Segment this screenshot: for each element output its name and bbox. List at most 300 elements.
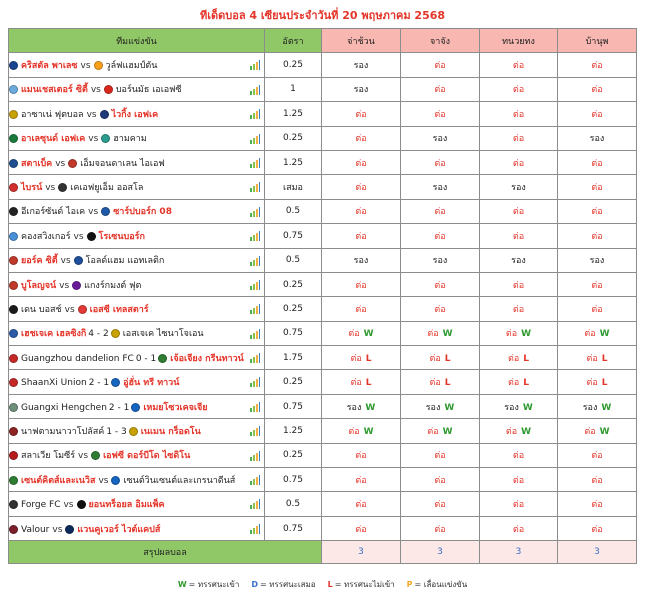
odds-cell: 0.75 [265,394,322,418]
tip-pick: ต่อ [591,231,603,242]
table-row [9,150,637,174]
match-score: 2 - 1 [108,402,130,413]
odds-cell: 1.25 [265,419,322,443]
tip-pick: ต่อ [591,280,603,291]
away-team-logo-icon [131,403,140,412]
stats-chart-icon[interactable] [250,377,260,387]
tip-cell [558,248,637,272]
tip-cell [322,53,401,77]
table-row [9,443,637,467]
tip-result-badge: W [365,402,376,413]
tip-cell [558,468,637,492]
table-row [9,102,637,126]
tip-pick: ต่อ [355,207,367,218]
tip-pick: ต่อ [350,353,362,364]
home-team-logo-icon [9,451,18,460]
tip-cell [558,370,637,394]
tip-result-badge: W [442,426,453,437]
page-title: ทีเด็ดบอล 4 เซียนประจำวันที่ 20 พฤษภาคม 2568 [199,9,446,22]
tip-cell [322,443,401,467]
summary-value-4: 3 [558,541,637,564]
home-team-name[interactable]: เซนต์คิตส์และเนวิส [21,475,96,486]
tip-cell [401,150,480,174]
stats-chart-icon[interactable] [250,475,260,485]
tip-pick: ต่อ [512,207,525,218]
tip-cell [480,443,558,467]
tip-cell [322,419,401,443]
away-team-name[interactable]: วูล์ฟแฮมป์ตัน [105,61,158,72]
home-team-name[interactable]: อาซาเน่ ฟุตบอล [21,109,84,120]
away-team-name[interactable]: เอสซี เทลสตาร์ [89,304,149,315]
legend-item [178,580,239,589]
tip-pick: ต่อ [355,158,367,169]
tip-pick: รอง [432,183,448,194]
stats-chart-icon[interactable] [250,524,260,534]
away-team-name[interactable]: เอฟซี ดอร์บีโด ไซดิโน [103,451,191,462]
tip-pick: ต่อ [350,378,362,389]
tip-pick: ต่อ [434,280,446,291]
home-team-name[interactable]: อาเลซุนด์ เอฟเค [21,134,86,145]
tip-cell [401,199,480,223]
tip-cell [480,419,558,443]
away-team-name[interactable]: โรเซนบอร์ก [98,231,145,242]
table-row [9,346,637,370]
legend-code: D [251,580,258,589]
tip-result-badge: W [363,426,374,437]
header-match: ทีมแข่งขัน [9,29,265,53]
tip-pick: รอง [353,61,369,72]
legend-item [407,580,468,589]
home-team-name[interactable]: เดน บอสช์ [21,304,62,315]
home-team-name[interactable]: ยอร์ค ซิตี้ [21,256,58,267]
odds-cell: 0.5 [265,199,322,223]
home-team-logo-icon [9,134,18,143]
match-score: 4 - 2 [88,329,109,340]
away-team-name[interactable]: บอร์นมัธ เอเอฟซี [115,85,182,96]
tip-cell [480,321,558,345]
home-team-logo-icon [9,110,18,119]
tip-result-badge: W [444,402,455,413]
vs-label: vs [60,256,71,267]
stats-chart-icon[interactable] [250,231,260,241]
tip-pick: ต่อ [512,451,525,462]
stats-chart-icon[interactable] [250,426,260,436]
table-row [9,492,637,516]
table-row [9,175,637,199]
vs-label: vs [55,158,66,169]
home-team-name[interactable]: บูโลญจน์ [21,280,57,291]
tip-pick: ต่อ [591,500,603,511]
tip-pick: ต่อ [591,109,603,120]
odds-cell: 0.25 [265,297,322,321]
stats-chart-icon[interactable] [250,60,260,70]
table-row [9,297,637,321]
match-cell [9,394,265,418]
home-team-logo-icon [9,159,18,168]
tip-pick: ต่อ [434,524,446,535]
match-cell [9,248,265,272]
odds-cell: 0.75 [265,468,322,492]
match-cell [9,175,265,199]
table-row [9,199,637,223]
tip-pick: ต่อ [591,183,603,194]
vs-label: vs [88,207,99,218]
tip-cell [558,321,637,345]
tip-cell [322,468,401,492]
tip-cell [558,443,637,467]
tip-cell [480,297,558,321]
tip-cell [401,77,480,101]
tip-pick: ต่อ [355,280,367,291]
away-team-name[interactable]: โอลด์แฮม แอทเลติก [85,256,165,267]
tip-pick: ต่อ [508,378,520,389]
home-team-name[interactable]: อีเกอร์ซันด์ ไอเค [21,207,86,218]
home-team-name[interactable]: สตาเบ็ค [21,158,53,169]
tip-pick: ต่อ [591,207,603,218]
tip-pick: ต่อ [505,426,518,437]
tip-cell [322,77,401,101]
home-team-logo-icon [9,207,18,216]
tip-cell [480,394,558,418]
tip-cell [558,53,637,77]
vs-label: vs [86,109,97,120]
odds-cell: 0.75 [265,516,322,540]
tip-pick: ต่อ [584,426,596,437]
away-team-logo-icon [78,305,87,314]
tip-pick: ต่อ [355,183,367,194]
tip-cell [401,297,480,321]
header-row [9,29,637,53]
away-team-name[interactable]: แกงร์กมงต์ ฟุต [84,280,142,291]
stats-chart-icon[interactable] [250,329,260,339]
tip-pick: ต่อ [355,451,367,462]
odds-cell: 0.25 [265,53,322,77]
tip-cell [558,492,637,516]
tip-result-badge: L [365,353,372,364]
tip-cell [322,102,401,126]
tip-pick: ต่อ [586,378,598,389]
home-team-name[interactable]: แมนเชสเตอร์ ซิตี้ [21,85,88,96]
away-team-name[interactable]: ไวกิ้ง เอฟเค [111,109,159,120]
tip-cell [480,272,558,296]
tip-cell [558,224,637,248]
header-tipster-1: จ่าช้วน [322,29,401,53]
away-team-logo-icon [91,451,100,460]
stats-chart-icon[interactable] [250,402,260,412]
tip-cell [322,492,401,516]
tip-pick: รอง [353,256,369,267]
table-row [9,126,637,150]
tip-result-badge: L [523,378,529,389]
stats-chart-icon[interactable] [250,256,260,266]
tip-pick: ต่อ [434,231,446,242]
match-cell [9,77,265,101]
stats-chart-icon[interactable] [250,499,260,509]
home-team-name[interactable]: นาฟตามนาวาโปลัสค์ [21,426,105,437]
tip-cell [480,126,558,150]
table-row [9,516,637,540]
home-team-logo-icon [9,232,18,241]
tip-cell [480,346,558,370]
legend-code: W [177,580,187,589]
tip-pick: ต่อ [512,500,525,511]
odds-cell: 1.75 [265,346,322,370]
odds-cell: 1.25 [265,150,322,174]
tip-pick: รอง [511,256,526,267]
stats-chart-icon[interactable] [250,451,260,461]
table-row [9,468,637,492]
home-team-logo-icon [9,61,18,70]
tip-pick: ต่อ [512,524,525,535]
stats-chart-icon[interactable] [250,280,260,290]
tip-cell [480,370,558,394]
tip-pick: รอง [511,183,526,194]
tip-pick: ต่อ [434,451,446,462]
away-team-logo-icon [101,207,110,216]
match-cell [9,150,265,174]
tip-pick: ต่อ [355,475,367,486]
match-cell [9,126,265,150]
tip-cell [401,102,480,126]
away-team-name[interactable]: เนเมน กร็อดโน [140,426,201,437]
tip-cell [401,321,480,345]
tip-cell [401,516,480,540]
tip-result-badge: W [601,402,612,413]
home-team-logo-icon [9,525,18,534]
stats-chart-icon[interactable] [250,353,260,363]
away-team-name[interactable]: แวนคูเวอร์ ไวต์แคปส์ [77,524,161,535]
tip-pick: ต่อ [348,426,360,437]
tip-cell [322,126,401,150]
tip-pick: ต่อ [427,426,439,437]
stats-chart-icon[interactable] [250,207,260,217]
away-team-logo-icon [72,281,81,290]
stats-chart-icon[interactable] [250,182,260,192]
away-team-name[interactable]: เอสเจเค ไซนาโจเอน [122,329,204,340]
away-team-logo-icon [94,61,103,70]
tip-pick: ต่อ [434,304,446,315]
tip-pick: ต่อ [591,61,603,72]
away-team-logo-icon [129,427,138,436]
tip-cell [322,297,401,321]
table-row [9,419,637,443]
legend-code: P [406,580,413,589]
tip-cell [401,419,480,443]
table-row [9,248,637,272]
tip-pick: รอง [582,402,598,413]
tip-pick: รอง [432,134,448,145]
home-team-name[interactable]: Valour [21,524,50,535]
tip-pick: ต่อ [434,207,446,218]
home-team-name[interactable]: เฮชเจเค เฮลซิงกิ [21,329,87,340]
away-team-name[interactable]: เจ้อเจียง กรีนทาวน์ [170,353,244,364]
match-score: 2 - 1 [88,378,110,389]
tip-cell [480,199,558,223]
home-team-logo-icon [9,305,18,314]
match-score: 1 - 3 [106,426,127,437]
tip-cell [401,346,480,370]
away-team-name[interactable]: ซาร์ปบอร์ก 08 [113,207,172,218]
away-team-name[interactable]: อู่ฮั่น ทรี ทาวน์ [123,378,180,389]
tip-pick: ต่อ [355,109,367,120]
tip-cell [480,77,558,101]
tip-pick: ต่อ [586,353,598,364]
header-tipster-3: ทนวยทง [480,29,558,53]
tip-cell [322,370,401,394]
away-team-logo-icon [100,110,109,119]
tip-cell [322,516,401,540]
tip-pick: ต่อ [434,109,446,120]
tip-result-badge: L [444,353,451,364]
vs-label: vs [63,500,74,511]
tip-pick: ต่อ [591,158,603,169]
home-team-name[interactable]: คองสวิงเกอร์ [21,231,71,242]
home-team-name[interactable]: สลาเวีย โมซีร์ [21,451,76,462]
tip-result-badge: L [365,378,372,389]
home-team-name[interactable]: Guangxi Hengchen [21,402,107,413]
tip-result-badge: W [521,329,532,340]
tip-cell [322,248,401,272]
tip-cell [401,224,480,248]
away-team-name[interactable]: เอ็มจอนดาเลน ไอเอฟ [80,158,165,169]
tip-pick: ต่อ [508,353,520,364]
odds-cell: เสมอ [265,175,322,199]
tip-cell [480,175,558,199]
match-cell [9,492,265,516]
tip-pick: ต่อ [512,134,525,145]
tip-cell [558,272,637,296]
table-row [9,321,637,345]
match-cell [9,321,265,345]
tip-result-badge: L [601,353,608,364]
match-score: 0 - 1 [135,353,157,364]
tip-cell [558,516,637,540]
tip-pick: ต่อ [512,475,525,486]
tip-cell [480,248,558,272]
tip-pick: ต่อ [427,329,439,340]
odds-cell: 1 [265,77,322,101]
tip-pick: รอง [504,402,519,413]
summary-value-2: 3 [401,541,480,564]
tip-pick: รอง [346,402,362,413]
away-team-name[interactable]: เซนต์วินเซนต์และเกรนาดีนส์ [123,475,236,486]
tip-cell [558,175,637,199]
tip-pick: ต่อ [429,353,441,364]
tip-cell [322,394,401,418]
match-cell [9,346,265,370]
home-team-name[interactable]: Forge FC [21,500,61,511]
tip-cell [480,150,558,174]
away-team-name[interactable]: เหมยโซวเคจเจีย [143,402,208,413]
home-team-name[interactable]: คริสตัล พาเลซ [21,61,78,72]
stats-chart-icon[interactable] [250,134,260,144]
tip-cell [322,346,401,370]
legend-text: = ทรรศนะเข้า [188,580,240,589]
away-team-logo-icon [101,134,110,143]
tip-cell [480,102,558,126]
home-team-name[interactable]: Guangzhou dandelion FC [21,353,134,364]
away-team-logo-icon [77,500,86,509]
table-row [9,272,637,296]
home-team-name[interactable]: ไบรน์ [21,183,43,194]
tip-pick: ต่อ [348,329,360,340]
vs-label: vs [90,85,101,96]
tip-cell [401,492,480,516]
tip-cell [480,53,558,77]
vs-label: vs [98,475,109,486]
away-team-logo-icon [58,183,67,192]
tip-pick: ต่อ [512,85,525,96]
tip-cell [480,516,558,540]
tip-pick: ต่อ [591,524,603,535]
tip-cell [401,468,480,492]
match-cell [9,53,265,77]
stats-chart-icon[interactable] [250,304,260,314]
stats-chart-icon[interactable] [250,158,260,168]
tip-cell [558,419,637,443]
vs-label: vs [73,231,84,242]
away-team-name[interactable]: เคเอฟยูเอ็ม ออสโล [70,183,144,194]
legend-item [251,580,315,589]
tip-cell [401,394,480,418]
header-tipster-2: จาจัง [401,29,480,53]
match-cell [9,370,265,394]
tip-result-badge: W [442,329,453,340]
tip-cell [322,199,401,223]
legend-code: L [327,580,333,589]
tip-cell [322,272,401,296]
tip-cell [480,492,558,516]
tip-pick: รอง [432,256,448,267]
tip-cell [401,443,480,467]
tip-pick: รอง [589,134,605,145]
vs-label: vs [78,451,89,462]
tip-pick: ต่อ [512,304,525,315]
tip-cell [558,394,637,418]
tip-result-badge: W [599,426,610,437]
tip-result-badge: W [521,426,532,437]
home-team-logo-icon [9,183,18,192]
odds-cell: 0.25 [265,370,322,394]
table-row [9,77,637,101]
tip-cell [401,272,480,296]
tip-result-badge: L [444,378,451,389]
tip-pick: ต่อ [434,158,446,169]
stats-chart-icon[interactable] [250,85,260,95]
summary-row [9,541,637,564]
tip-cell [558,126,637,150]
away-team-logo-icon [111,476,120,485]
away-team-name[interactable]: ยอนทร็อยล อิมแพ็ค [88,500,165,511]
tip-pick: ต่อ [584,329,596,340]
odds-cell: 0.5 [265,248,322,272]
away-team-logo-icon [158,354,167,363]
tip-pick: ต่อ [434,61,446,72]
tip-result-badge: W [599,329,610,340]
legend-text: = ทรรศนะไม่เข้า [334,580,395,589]
odds-cell: 0.25 [265,126,322,150]
legend-text: = เลื่อนแข่งขัน [414,580,468,589]
odds-cell: 0.75 [265,321,322,345]
match-cell [9,443,265,467]
home-team-name[interactable]: ShaanXi Union [21,378,87,389]
away-team-name[interactable]: ฮามคาม [113,134,147,145]
stats-chart-icon[interactable] [250,109,260,119]
tip-pick: ต่อ [512,158,525,169]
away-team-logo-icon [87,232,96,241]
match-cell [9,272,265,296]
home-team-logo-icon [9,281,18,290]
